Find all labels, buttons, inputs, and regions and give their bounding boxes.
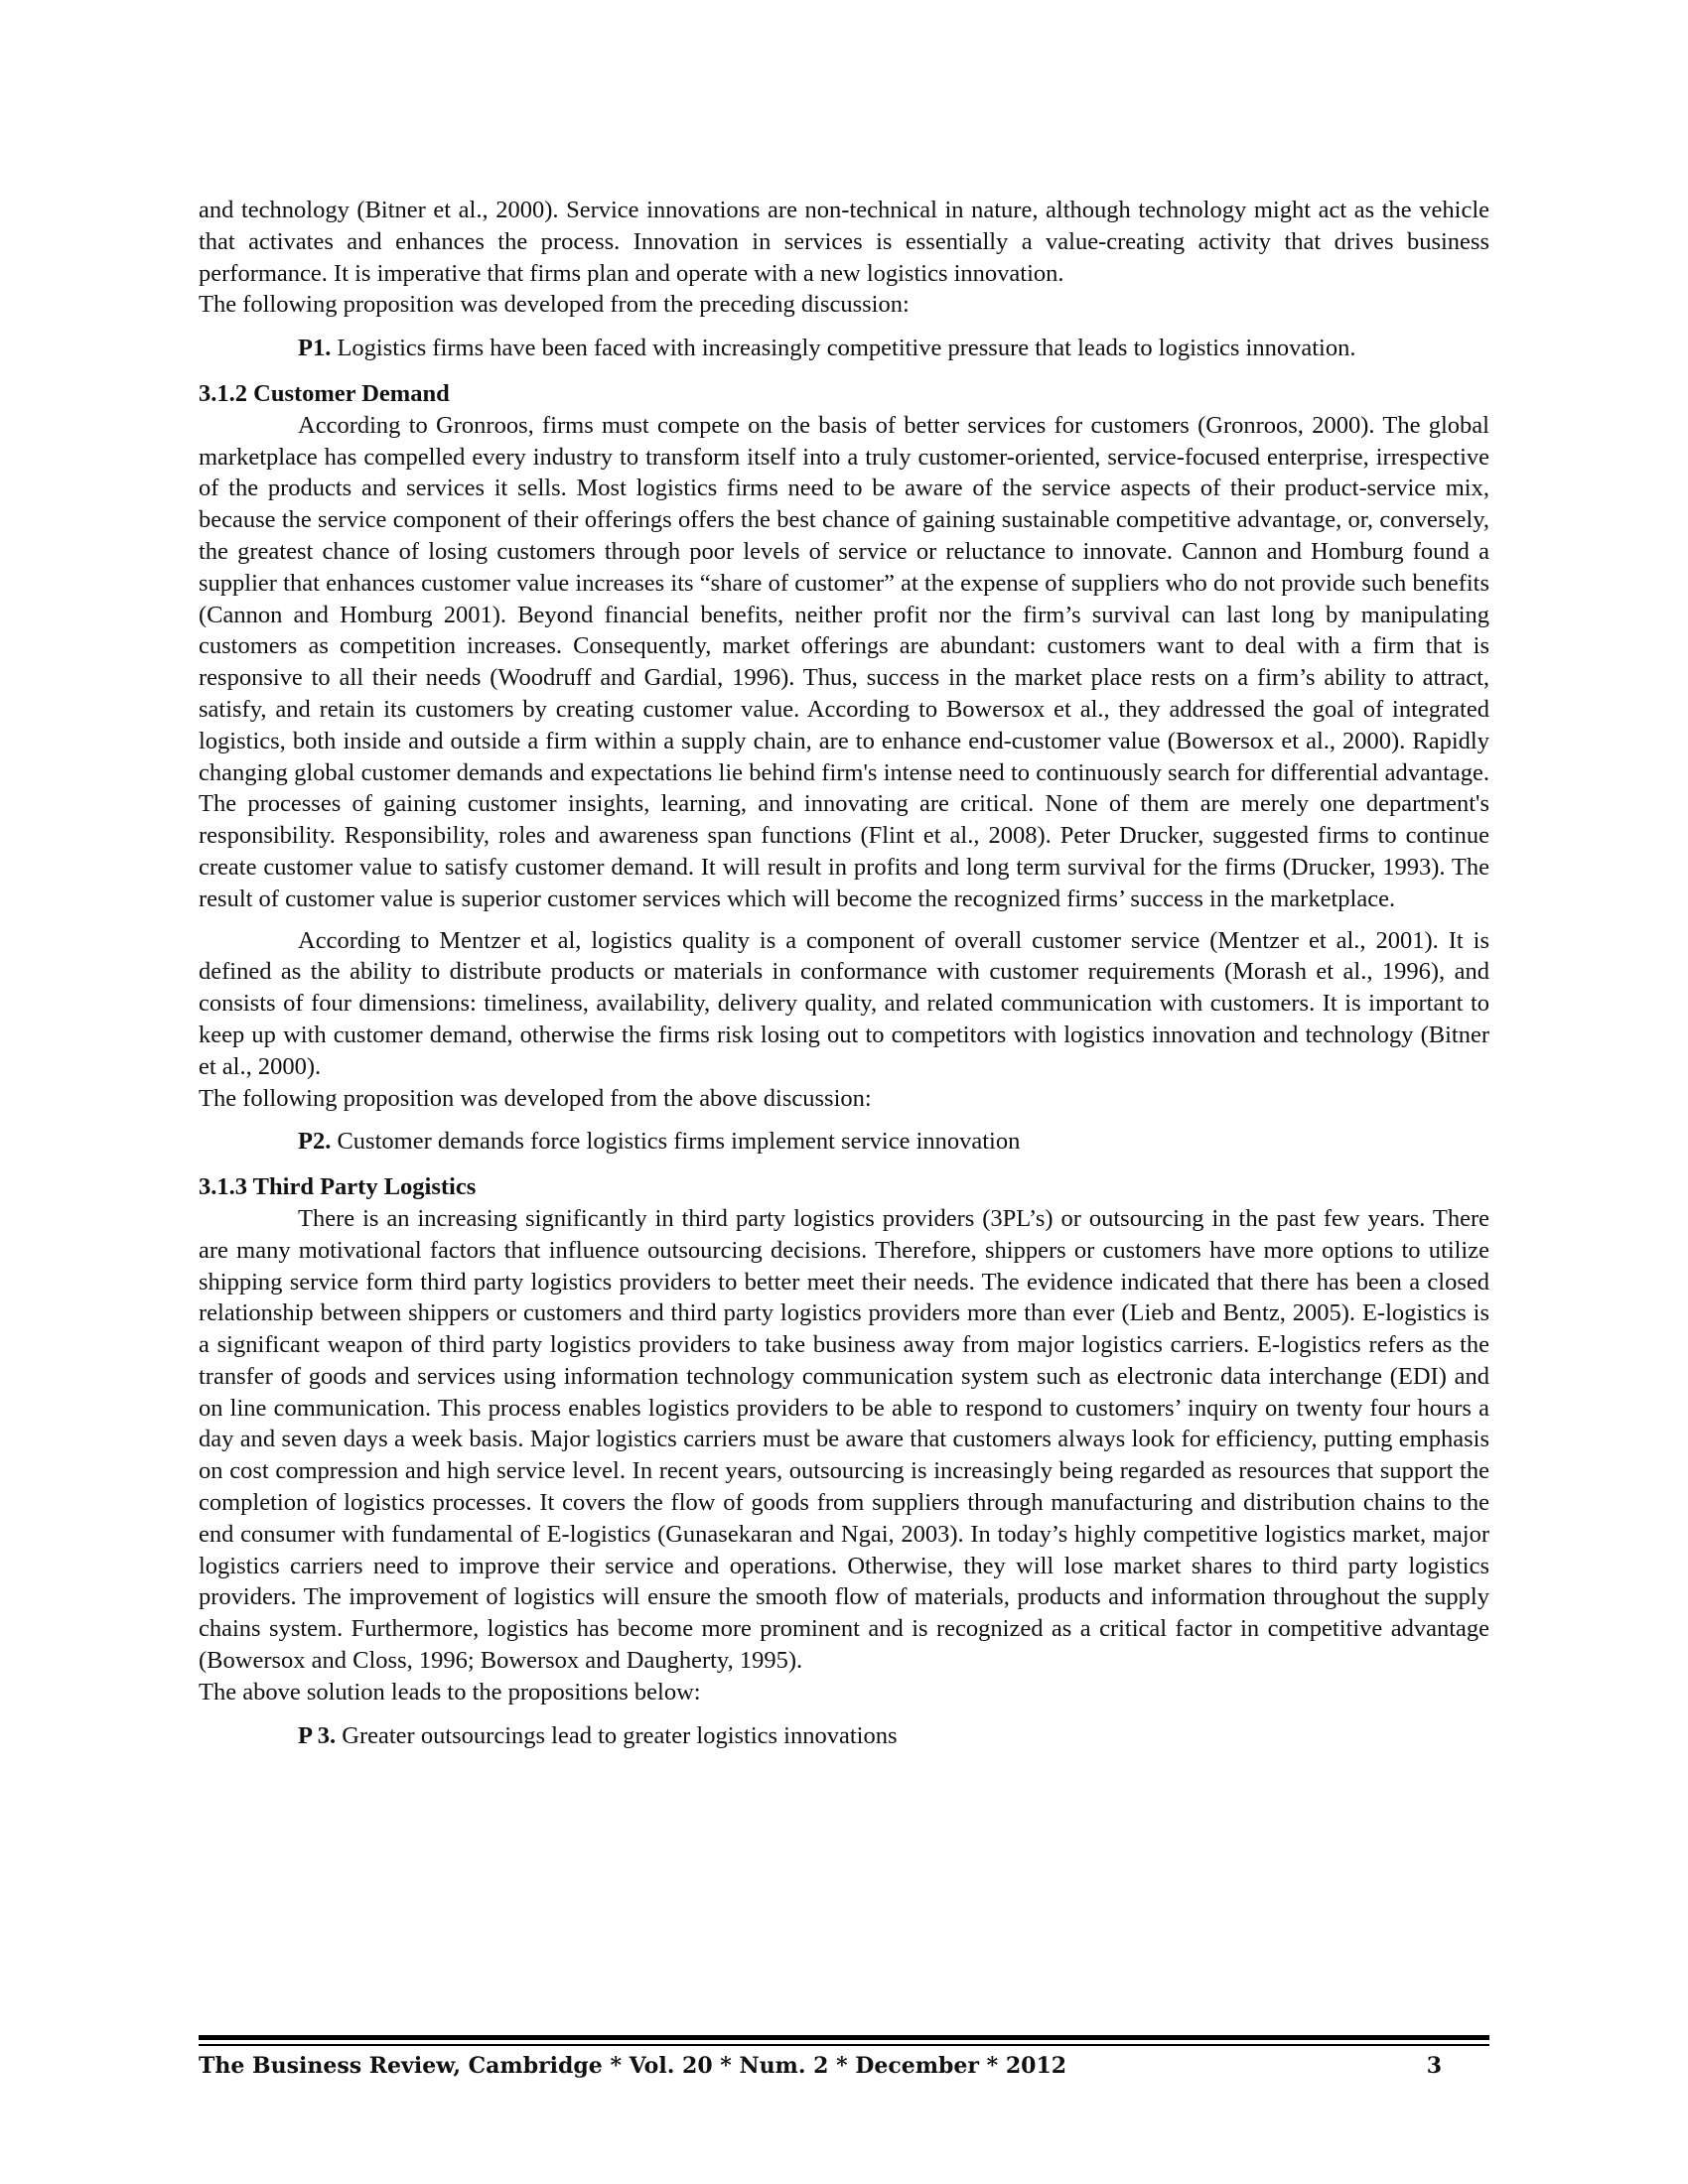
footer-rule-thick	[199, 2035, 1489, 2040]
proposition-p1	[298, 333, 1489, 364]
customer-demand-paragraph-2: According to Mentzer et al, logistics quality is a component of overall customer service (Mentzer et al., 2001). It is defined as the ability to distribute products or materials in conformance with customer requirements (Morash et al., 1996), and consists of four dimensions: timeliness, availability, delivery quality, and related communication with customers. It is important to keep up with customer demand, otherwise the firms risk losing out to competitors with logistics innovation and technology (Bitner et al., 2000).	[199, 926, 1489, 1080]
third-party-logistics-paragraph: There is an increasing significantly in third party logistics providers (3PL’s) or outsourcing in the past few years. There are many motivational factors that influence outsourcing decisions. Therefore, shippers or customers have more options to utilize shipping service form third party logistics providers to better meet their needs. The evidence indicated that there has been a closed relationship between shippers or customers and third party logistics providers more than ever (Lieb and Bentz, 2005). E-logistics is a significant weapon of third party logistics providers to take business away from major logistics carriers. E-logistics refers as the transfer of goods and services using information technology communication system such as electronic data interchange (EDI) and on line communication. This process enables logistics providers to be able to respond to customers’ inquiry on twenty four hours a day and seven days a week basis. Major logistics carriers must be aware that customers always look for efficiency, putting emphasis on cost compression and high service level. In recent years, outsourcing is increasingly being regarded as resources that support the completion of logistics processes. It covers the flow of goods from suppliers through manufacturing and distribution chains to the end consumer with fundamental of E-logistics (Gunasekaran and Ngai, 2003). In today’s highly competitive logistics market, major logistics carriers need to improve their service and operations. Otherwise, they will lose market shares to third party logistics providers. The improvement of logistics will ensure the smooth flow of materials, products and information throughout the supply chains system. Furthermore, logistics has become more prominent and is recognized as a critical factor in competitive advantage (Bowersox and Closs, 1996; Bowersox and Daugherty, 1995).	[199, 1204, 1489, 1675]
section-heading-third-party-logistics: 3.1.3 Third Party Logistics	[199, 1173, 477, 1201]
proposition-p2	[298, 1126, 1489, 1158]
proposition-p2-label: P2.	[298, 1128, 332, 1156]
page-body	[199, 195, 1489, 1751]
footer-page-number: 3	[1426, 2053, 1442, 2079]
footer-rule-thin	[199, 2044, 1489, 2046]
section-heading-customer-demand: 3.1.2 Customer Demand	[199, 379, 450, 407]
third-party-logistics-lead: The above solution leads to the propositions below:	[199, 1678, 701, 1706]
proposition-p3-text: Greater outsourcings lead to greater logistics innovations	[342, 1721, 898, 1749]
intro-lead: The following proposition was developed from the preceding discussion:	[199, 291, 910, 319]
customer-demand-lead: The following proposition was developed from the above discussion:	[199, 1084, 872, 1112]
proposition-p1-label: P1.	[298, 335, 332, 362]
proposition-p3-label: P 3.	[298, 1721, 337, 1749]
customer-demand-paragraph-1: According to Gronroos, firms must compete on the basis of better services for customers (Gronroos, 2000). The global marketplace has compelled every industry to transform itself into a truly customer-oriented, service-focused enterprise, irrespective of the products and services it sells. Most logistics firms need to be aware of the service aspects of their product-service mix, because the service component of their offerings offers the best chance of gaining sustainable competitive advantage, or, conversely, the greatest chance of losing customers through poor levels of service or reluctance to innovate. Cannon and Homburg found a supplier that enhances customer value increases its “share of customer” at the expense of suppliers who do not provide such benefits (Cannon and Homburg 2001). Beyond financial benefits, neither profit nor the firm’s survival can last long by manipulating customers as competition increases. Consequently, market offerings are abundant: customers want to deal with a firm that is responsive to all their needs (Woodruff and Gardial, 1996). Thus, success in the market place rests on a firm’s ability to attract, satisfy, and retain its customers by creating customer value. According to Bowersox et al., they addressed the goal of integrated logistics, both inside and outside a firm within a supply chain, are to enhance end-customer value (Bowersox et al., 2000). Rapidly changing global customer demands and expectations lie behind firm's intense need to continuously search for differential advantage. The processes of gaining customer insights, learning, and innovating are critical. None of them are merely one department's responsibility. Responsibility, roles and awareness span functions (Flint et al., 2008). Peter Drucker, suggested firms to continue create customer value to satisfy customer demand. It will result in profits and long term survival for the firms (Drucker, 1993). The result of customer value is superior customer services which will become the recognized firms’ success in the marketplace.	[199, 411, 1489, 912]
footer-journal-citation: The Business Review, Cambridge * Vol. 20 * Num. 2 * December * 2012	[199, 2053, 1067, 2079]
page-footer	[199, 2053, 1442, 2079]
proposition-p1-text: Logistics firms have been faced with increasingly competitive pressure that leads to logistics innovation.	[337, 335, 1356, 362]
intro-paragraph: and technology (Bitner et al., 2000). Service innovations are non-technical in nature, although technology might act as the vehicle that activates and enhances the process. Innovation in services is essentially a value-creating activity that drives business performance. It is imperative that firms plan and operate with a new logistics innovation.	[199, 197, 1489, 287]
proposition-p3	[298, 1720, 1489, 1752]
proposition-p2-text: Customer demands force logistics firms implement service innovation	[337, 1128, 1021, 1156]
